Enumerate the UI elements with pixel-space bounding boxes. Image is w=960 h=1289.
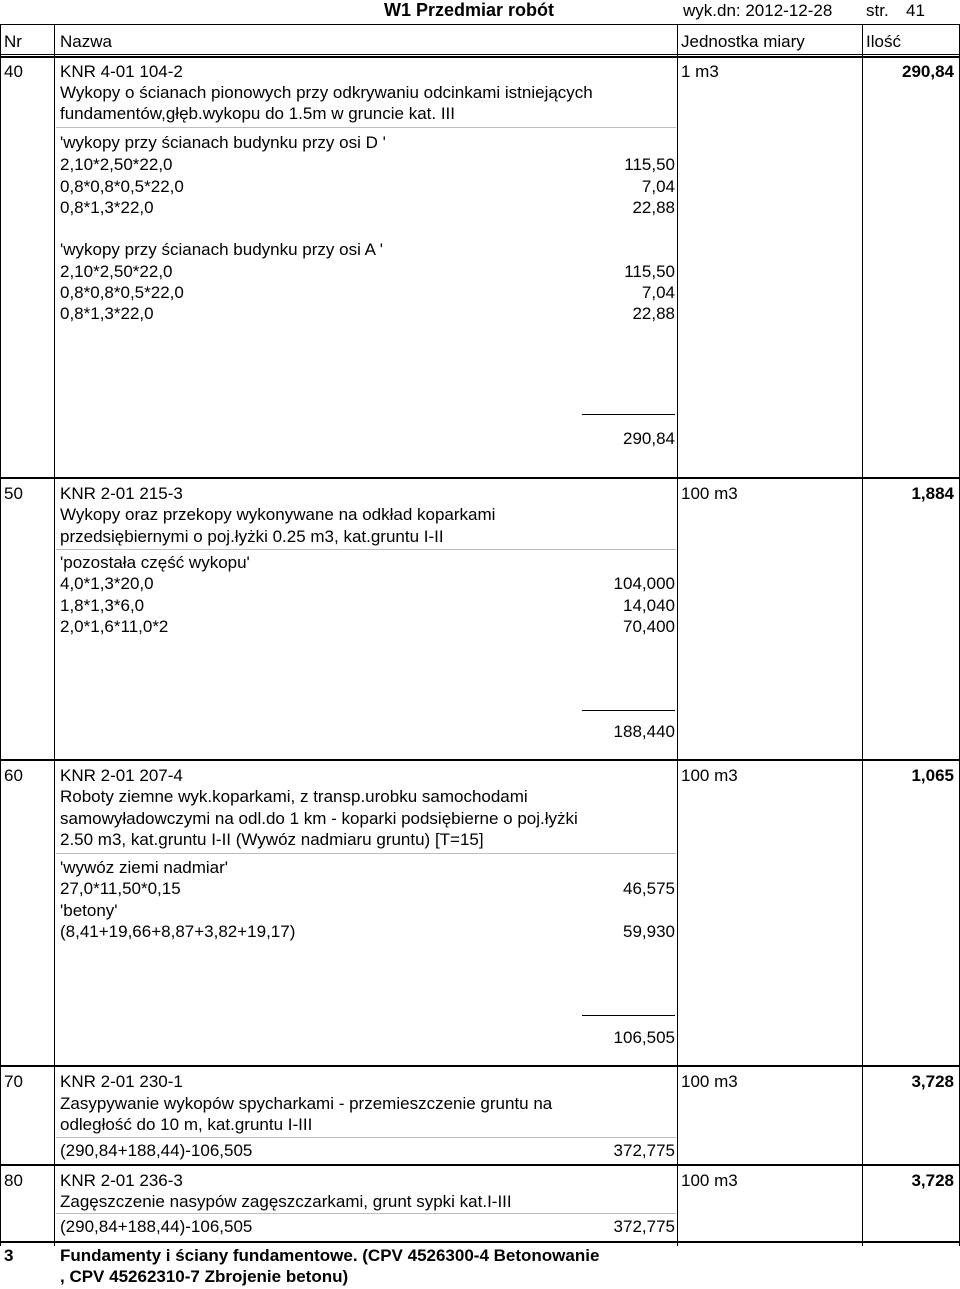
item-nr: 50 [4, 484, 23, 503]
calc-value: 372,775 [613, 1217, 675, 1236]
calc-value: 7,04 [641, 283, 675, 302]
calc-expression: 4,0*1,3*20,0 [60, 574, 154, 593]
item-code: KNR 2-01 236-3 [60, 1171, 183, 1190]
calc-expression: 1,8*1,3*6,0 [60, 596, 145, 615]
section-title-line: Fundamenty i ściany fundamentowe. (CPV 4526300-4 Betonowanie [60, 1246, 600, 1265]
calc-expression: 0,8*0,8*0,5*22,0 [60, 177, 184, 196]
row-separator [0, 477, 960, 479]
item-nr: 70 [4, 1072, 23, 1091]
calc-expression: 2,0*1,6*11,0*2 [60, 617, 169, 636]
calc-expression: 'wywóz ziemi nadmiar' [60, 858, 229, 877]
sum-rule [582, 1015, 675, 1016]
item-code: KNR 2-01 230-1 [60, 1072, 183, 1091]
item-quantity: 1,884 [911, 484, 954, 503]
calc-expression: (290,84+188,44)-106,505 [60, 1217, 253, 1236]
left-border [0, 24, 1, 1246]
calc-expression: (290,84+188,44)-106,505 [60, 1141, 253, 1160]
calc-total: 290,84 [623, 429, 675, 448]
item-unit: 1 m3 [681, 62, 719, 81]
item-unit: 100 m3 [681, 766, 738, 785]
item-code: KNR 4-01 104-2 [60, 62, 183, 81]
page-label: str. [866, 1, 889, 20]
header-bottom-rule [0, 54, 960, 55]
calc-value: 115,50 [624, 155, 675, 174]
item-description-line: Wykopy o ścianach pionowych przy odkrywaniu odcinkami istniejących [60, 83, 593, 102]
item-nr: 40 [4, 62, 23, 81]
item-description-line: samowyładowczymi na odl.do 1 km - koparki podsiębierne o poj.łyżki [60, 809, 578, 828]
column-divider-unit [862, 24, 863, 1246]
item-description-line: przedsiębiernymi o poj.łyżki 0.25 m3, kat.gruntu I-II [60, 527, 444, 546]
calc-value: 22,88 [632, 304, 675, 323]
calc-expression: 2,10*2,50*22,0 [60, 262, 173, 281]
calc-expression: 0,8*1,3*22,0 [60, 304, 154, 323]
calc-rule [56, 549, 676, 550]
item-description-line: Wykopy oraz przekopy wykonywane na odkład koparkami [60, 505, 496, 524]
section-nr: 3 [4, 1246, 14, 1265]
document-title: W1 Przedmiar robót [384, 0, 555, 20]
calc-expression: 'wykopy przy ścianach budynku przy osi D ' [60, 133, 386, 152]
calc-rule [56, 1213, 676, 1214]
calc-rule [56, 1137, 676, 1138]
calc-expression: (8,41+19,66+8,87+3,82+19,17) [60, 922, 296, 941]
section-title-line: , CPV 45262310-7 Zbrojenie betonu) [60, 1267, 349, 1286]
item-description-line: Zasypywanie wykopów spycharkami - przemieszczenie gruntu na [60, 1094, 553, 1113]
column-header-nr: Nr [4, 32, 22, 51]
calc-value: 22,88 [632, 198, 675, 217]
item-quantity: 3,728 [911, 1072, 954, 1091]
item-unit: 100 m3 [681, 484, 738, 503]
item-code: KNR 2-01 207-4 [60, 766, 183, 785]
column-header-unit: Jednostka miary [681, 32, 805, 51]
calc-value: 104,000 [613, 574, 675, 593]
item-description-line: Zagęszczenie nasypów zagęszczarkami, grunt sypki kat.I-III [60, 1192, 512, 1211]
row-separator [0, 1164, 960, 1166]
calc-expression: 'betony' [60, 901, 118, 920]
calc-value: 46,575 [623, 879, 675, 898]
item-description-line: 2.50 m3, kat.gruntu I-II (Wywóz nadmiaru gruntu) [T=15] [60, 830, 484, 849]
calc-expression: 0,8*0,8*0,5*22,0 [60, 283, 184, 302]
document-date: wyk.dn: 2012-12-28 [683, 1, 833, 20]
item-description-line: odległość do 10 m, kat.gruntu I-III [60, 1115, 313, 1134]
item-quantity: 290,84 [902, 62, 954, 81]
item-unit: 100 m3 [681, 1072, 738, 1091]
calc-value: 372,775 [613, 1141, 675, 1160]
page-number: 41 [906, 1, 925, 20]
calc-expression: 'wykopy przy ścianach budynku przy osi A ' [60, 240, 384, 259]
column-header-qty: Ilość [866, 32, 901, 51]
column-header-name: Nazwa [60, 32, 112, 51]
calc-value: 59,930 [623, 922, 675, 941]
calc-expression: 0,8*1,3*22,0 [60, 198, 154, 217]
item-description-line: fundamentów,głęb.wykopu do 1.5m w gruncie kat. III [60, 104, 456, 123]
row-separator [0, 1065, 960, 1067]
calc-rule [56, 853, 676, 854]
item-quantity: 1,065 [911, 766, 954, 785]
calc-expression: 2,10*2,50*22,0 [60, 155, 173, 174]
item-description-line: Roboty ziemne wyk.koparkami, z transp.urobku samochodami [60, 787, 528, 806]
sum-rule [582, 414, 675, 415]
column-divider-name [677, 24, 678, 1246]
calc-value: 7,04 [641, 177, 675, 196]
calc-expression: 27,0*11,50*0,15 [60, 879, 181, 898]
calc-total: 188,440 [613, 722, 675, 741]
calc-total: 106,505 [613, 1028, 675, 1047]
calc-expression: 'pozostała część wykopu' [60, 553, 250, 572]
item-quantity: 3,728 [911, 1171, 954, 1190]
section-separator [0, 1241, 960, 1243]
item-nr: 60 [4, 766, 23, 785]
header-top-rule [0, 24, 960, 25]
item-code: KNR 2-01 215-3 [60, 484, 183, 503]
column-divider-nr [54, 24, 55, 1246]
calc-rule [56, 127, 676, 128]
row-separator [0, 759, 960, 761]
calc-value: 70,400 [623, 617, 675, 636]
calc-value: 14,040 [623, 596, 675, 615]
item-nr: 80 [4, 1171, 23, 1190]
sum-rule [582, 710, 675, 711]
item-unit: 100 m3 [681, 1171, 738, 1190]
row-separator [0, 56, 960, 58]
calc-value: 115,50 [624, 262, 675, 281]
